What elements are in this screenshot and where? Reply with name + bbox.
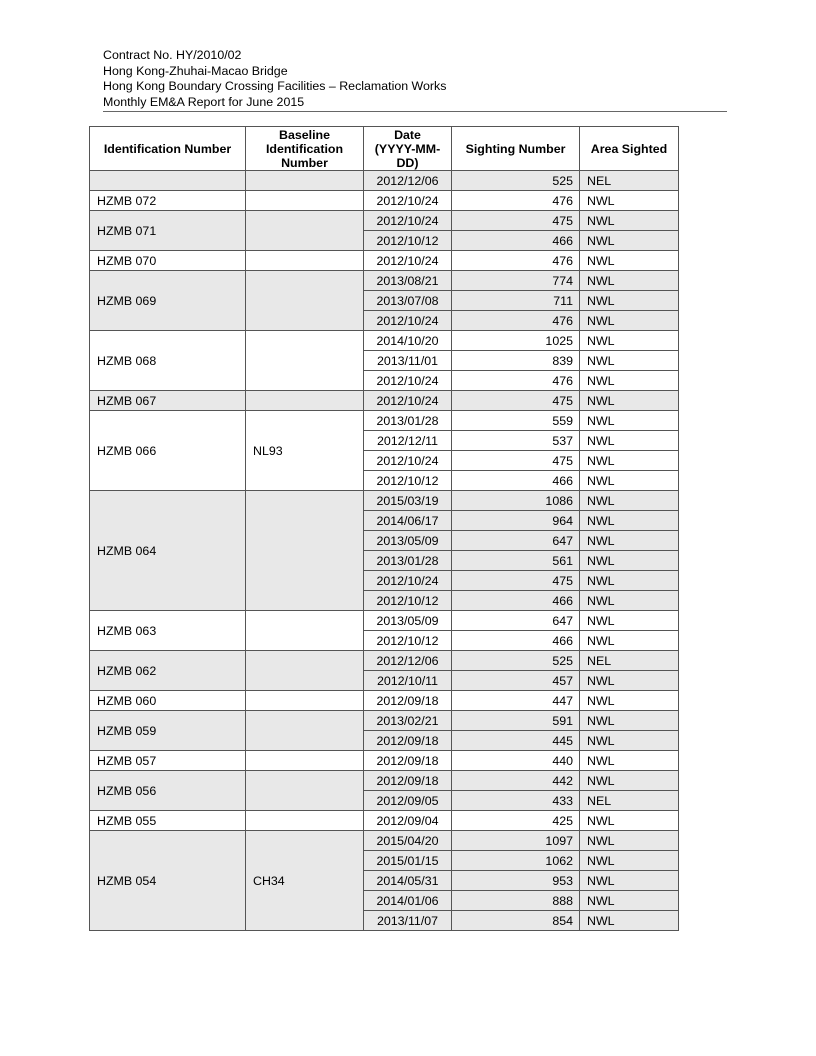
area-sighted-cell: NWL [580, 331, 679, 351]
table-row [90, 691, 679, 711]
identification-number-cell: HZMB 064 [90, 491, 246, 611]
baseline-id-cell [246, 171, 364, 191]
sighting-number-cell: 525 [452, 171, 580, 191]
table-row [90, 411, 679, 431]
date-cell: 2012/09/18 [364, 771, 452, 791]
sighting-number-cell: 964 [452, 511, 580, 531]
sighting-number-cell: 475 [452, 211, 580, 231]
works-title: Hong Kong Boundary Crossing Facilities – Reclamation Works [103, 79, 447, 93]
area-sighted-cell: NWL [580, 311, 679, 331]
sighting-number-cell: 525 [452, 651, 580, 671]
table-row [90, 211, 679, 231]
date-cell: 2012/10/24 [364, 191, 452, 211]
identification-number-cell: HZMB 060 [90, 691, 246, 711]
table-row [90, 831, 679, 851]
identification-number-cell [90, 171, 246, 191]
sighting-number-cell: 476 [452, 311, 580, 331]
date-cell: 2013/01/28 [364, 551, 452, 571]
baseline-id-cell [246, 391, 364, 411]
area-sighted-cell: NWL [580, 711, 679, 731]
area-sighted-cell: NWL [580, 591, 679, 611]
area-sighted-cell: NWL [580, 911, 679, 931]
report-header [103, 48, 727, 112]
table-row [90, 771, 679, 791]
baseline-id-cell: CH34 [246, 831, 364, 931]
baseline-id-cell [246, 751, 364, 771]
table-header-row [90, 127, 679, 171]
date-cell: 2013/05/09 [364, 531, 452, 551]
sighting-number-cell: 466 [452, 631, 580, 651]
col-baseline-id [246, 127, 364, 171]
sighting-number-cell: 647 [452, 531, 580, 551]
identification-number-cell: HZMB 056 [90, 771, 246, 811]
sighting-number-cell: 440 [452, 751, 580, 771]
area-sighted-cell: NWL [580, 631, 679, 651]
area-sighted-cell: NWL [580, 371, 679, 391]
col-sighting-number: Sighting Number [452, 127, 580, 171]
sighting-number-cell: 1097 [452, 831, 580, 851]
date-cell: 2014/06/17 [364, 511, 452, 531]
baseline-id-cell [246, 251, 364, 271]
area-sighted-cell: NWL [580, 531, 679, 551]
identification-number-cell: HZMB 063 [90, 611, 246, 651]
identification-number-cell: HZMB 059 [90, 711, 246, 751]
col-baseline-line2: Identification [265, 142, 344, 156]
baseline-id-cell [246, 651, 364, 691]
date-cell: 2012/10/12 [364, 231, 452, 251]
col-area-sighted: Area Sighted [580, 127, 679, 171]
col-date [364, 127, 452, 171]
identification-number-cell: HZMB 054 [90, 831, 246, 931]
date-cell: 2014/10/20 [364, 331, 452, 351]
date-cell: 2012/10/12 [364, 591, 452, 611]
date-cell: 2015/03/19 [364, 491, 452, 511]
sighting-number-cell: 559 [452, 411, 580, 431]
area-sighted-cell: NWL [580, 611, 679, 631]
area-sighted-cell: NEL [580, 171, 679, 191]
identification-number-cell: HZMB 055 [90, 811, 246, 831]
identification-number-cell: HZMB 072 [90, 191, 246, 211]
area-sighted-cell: NWL [580, 771, 679, 791]
area-sighted-cell: NWL [580, 231, 679, 251]
date-cell: 2013/05/09 [364, 611, 452, 631]
col-date-line3: DD) [396, 156, 419, 170]
sighting-number-cell: 591 [452, 711, 580, 731]
area-sighted-cell: NWL [580, 351, 679, 371]
area-sighted-cell: NWL [580, 891, 679, 911]
area-sighted-cell: NEL [580, 651, 679, 671]
area-sighted-cell: NWL [580, 731, 679, 751]
col-baseline-line3: Number [281, 156, 328, 170]
area-sighted-cell: NWL [580, 751, 679, 771]
sighting-number-cell: 537 [452, 431, 580, 451]
sighting-number-cell: 466 [452, 591, 580, 611]
area-sighted-cell: NWL [580, 851, 679, 871]
area-sighted-cell: NEL [580, 791, 679, 811]
area-sighted-cell: NWL [580, 471, 679, 491]
sighting-number-cell: 854 [452, 911, 580, 931]
date-cell: 2015/04/20 [364, 831, 452, 851]
identification-number-cell: HZMB 057 [90, 751, 246, 771]
identification-number-cell: HZMB 062 [90, 651, 246, 691]
area-sighted-cell: NWL [580, 271, 679, 291]
col-baseline-line1: Baseline [279, 128, 330, 142]
date-cell: 2014/01/06 [364, 891, 452, 911]
date-cell: 2012/10/24 [364, 451, 452, 471]
date-cell: 2013/08/21 [364, 271, 452, 291]
date-cell: 2012/10/12 [364, 471, 452, 491]
identification-number-cell: HZMB 068 [90, 331, 246, 391]
sighting-number-cell: 476 [452, 251, 580, 271]
baseline-id-cell [246, 191, 364, 211]
sighting-number-cell: 442 [452, 771, 580, 791]
table-row [90, 391, 679, 411]
date-cell: 2012/10/24 [364, 571, 452, 591]
table-row [90, 651, 679, 671]
date-cell: 2012/12/11 [364, 431, 452, 451]
sighting-number-cell: 1086 [452, 491, 580, 511]
contract-number: Contract No. HY/2010/02 [103, 48, 242, 62]
table-row [90, 751, 679, 771]
identification-number-cell: HZMB 070 [90, 251, 246, 271]
date-cell: 2013/01/28 [364, 411, 452, 431]
sighting-number-cell: 953 [452, 871, 580, 891]
date-cell: 2012/09/05 [364, 791, 452, 811]
date-cell: 2012/09/04 [364, 811, 452, 831]
date-cell: 2012/09/18 [364, 751, 452, 771]
sighting-number-cell: 433 [452, 791, 580, 811]
sighting-number-cell: 457 [452, 671, 580, 691]
date-cell: 2012/10/24 [364, 391, 452, 411]
sighting-number-cell: 1025 [452, 331, 580, 351]
sighting-number-cell: 475 [452, 391, 580, 411]
identification-number-cell: HZMB 069 [90, 271, 246, 331]
col-identification-number: Identification Number [90, 127, 246, 171]
col-date-line2: (YYYY-MM- [374, 142, 441, 156]
report-title: Monthly EM&A Report for June 2015 [103, 94, 305, 109]
table-row [90, 491, 679, 511]
date-cell: 2012/09/18 [364, 691, 452, 711]
date-cell: 2013/07/08 [364, 291, 452, 311]
date-cell: 2015/01/15 [364, 851, 452, 871]
date-cell: 2012/10/24 [364, 211, 452, 231]
baseline-id-cell [246, 691, 364, 711]
sighting-number-cell: 466 [452, 231, 580, 251]
table-row [90, 811, 679, 831]
table-row [90, 271, 679, 291]
baseline-id-cell [246, 711, 364, 751]
baseline-id-cell [246, 491, 364, 611]
date-cell: 2013/02/21 [364, 711, 452, 731]
baseline-id-cell [246, 771, 364, 811]
sighting-number-cell: 774 [452, 271, 580, 291]
sighting-number-cell: 447 [452, 691, 580, 711]
area-sighted-cell: NWL [580, 251, 679, 271]
date-cell: 2012/10/11 [364, 671, 452, 691]
area-sighted-cell: NWL [580, 811, 679, 831]
sighting-number-cell: 445 [452, 731, 580, 751]
table-row [90, 171, 679, 191]
area-sighted-cell: NWL [580, 451, 679, 471]
baseline-id-cell [246, 811, 364, 831]
date-cell: 2012/12/06 [364, 651, 452, 671]
table-row [90, 711, 679, 731]
identification-number-cell: HZMB 071 [90, 211, 246, 251]
sighting-number-cell: 647 [452, 611, 580, 631]
baseline-id-cell [246, 271, 364, 331]
area-sighted-cell: NWL [580, 391, 679, 411]
sighting-number-cell: 888 [452, 891, 580, 911]
area-sighted-cell: NWL [580, 191, 679, 211]
area-sighted-cell: NWL [580, 291, 679, 311]
area-sighted-cell: NWL [580, 431, 679, 451]
sighting-number-cell: 475 [452, 451, 580, 471]
area-sighted-cell: NWL [580, 551, 679, 571]
table-body [90, 171, 679, 931]
area-sighted-cell: NWL [580, 671, 679, 691]
table-row [90, 251, 679, 271]
area-sighted-cell: NWL [580, 871, 679, 891]
identification-number-cell: HZMB 066 [90, 411, 246, 491]
date-cell: 2013/11/07 [364, 911, 452, 931]
baseline-id-cell [246, 331, 364, 391]
area-sighted-cell: NWL [580, 691, 679, 711]
sighting-number-cell: 711 [452, 291, 580, 311]
area-sighted-cell: NWL [580, 491, 679, 511]
table-row [90, 191, 679, 211]
sighting-number-cell: 475 [452, 571, 580, 591]
baseline-id-cell [246, 611, 364, 651]
identification-number-cell: HZMB 067 [90, 391, 246, 411]
sighting-number-cell: 425 [452, 811, 580, 831]
date-cell: 2013/11/01 [364, 351, 452, 371]
sighting-number-cell: 1062 [452, 851, 580, 871]
date-cell: 2014/05/31 [364, 871, 452, 891]
date-cell: 2012/09/18 [364, 731, 452, 751]
project-name: Hong Kong-Zhuhai-Macao Bridge [103, 63, 288, 78]
area-sighted-cell: NWL [580, 411, 679, 431]
baseline-id-cell [246, 211, 364, 251]
sighting-number-cell: 466 [452, 471, 580, 491]
date-cell: 2012/10/24 [364, 371, 452, 391]
baseline-id-cell: NL93 [246, 411, 364, 491]
table-row [90, 331, 679, 351]
sighting-number-cell: 476 [452, 371, 580, 391]
sighting-number-cell: 839 [452, 351, 580, 371]
date-cell: 2012/10/12 [364, 631, 452, 651]
sighting-number-cell: 561 [452, 551, 580, 571]
col-date-line1: Date [394, 128, 421, 142]
sighting-table [89, 126, 679, 931]
sighting-number-cell: 476 [452, 191, 580, 211]
area-sighted-cell: NWL [580, 571, 679, 591]
area-sighted-cell: NWL [580, 831, 679, 851]
area-sighted-cell: NWL [580, 511, 679, 531]
date-cell: 2012/10/24 [364, 311, 452, 331]
area-sighted-cell: NWL [580, 211, 679, 231]
date-cell: 2012/12/06 [364, 171, 452, 191]
table-row [90, 611, 679, 631]
date-cell: 2012/10/24 [364, 251, 452, 271]
